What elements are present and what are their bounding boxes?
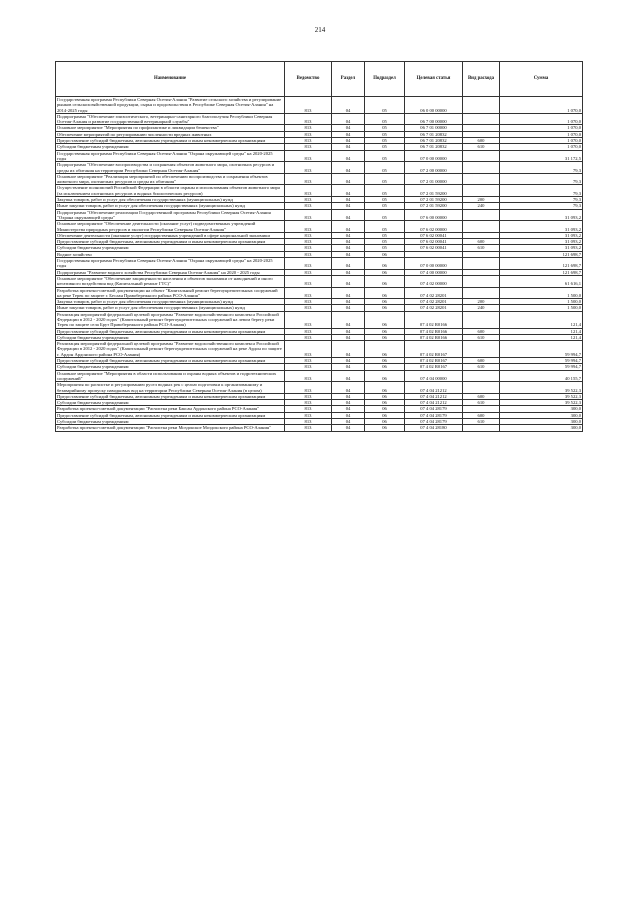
row-name-cell: Подпрограмма "Обеспечение эпизоотического, ветеринарно-санитарного благополучия Республики Северная Осетия-Алания и развитие государственной ветеринарной службы" xyxy=(56,113,285,125)
expense-type-cell xyxy=(463,113,500,125)
column-header: Подраздел xyxy=(365,62,405,97)
department-cell: 813 xyxy=(285,412,332,418)
row-name-cell: Закупка товаров, работ и услуг для обеспечения государственных (муниципальных) нужд xyxy=(56,299,285,305)
subsection-cell: 06 xyxy=(365,334,405,340)
row-name-cell: Предоставление субсидий бюджетным, автономным учреждениям и иным некоммерческим организациям xyxy=(56,412,285,418)
department-cell: 813 xyxy=(285,209,332,221)
column-header: Раздел xyxy=(332,62,365,97)
subsection-cell: 06 xyxy=(365,393,405,399)
department-cell: 813 xyxy=(285,113,332,125)
subsection-cell: 05 xyxy=(365,203,405,209)
department-cell: 813 xyxy=(285,425,332,431)
section-cell: 04 xyxy=(332,232,365,238)
amount-cell: 79,3 xyxy=(500,173,583,185)
section-cell: 04 xyxy=(332,334,365,340)
target-article-cell: 07 6 02 00041 xyxy=(405,239,463,245)
expense-type-cell: 600 xyxy=(463,138,500,144)
amount-cell: 31 093,2 xyxy=(500,239,583,245)
department-cell: 813 xyxy=(285,334,332,340)
amount-cell: 121 698,7 xyxy=(500,269,583,275)
section-cell: 04 xyxy=(332,150,365,162)
table-row xyxy=(56,221,583,233)
subsection-cell: 06 xyxy=(365,364,405,370)
subsection-cell: 05 xyxy=(365,221,405,233)
department-cell: 813 xyxy=(285,138,332,144)
column-header: Целевая статья xyxy=(405,62,463,97)
amount-cell: 121,4 xyxy=(500,334,583,340)
section-cell: 04 xyxy=(332,221,365,233)
target-article-cell: 07 4 02 R0166 xyxy=(405,328,463,334)
target-article-cell: 06 7 01 20832 xyxy=(405,138,463,144)
target-article-cell: 07 4 02 28201 xyxy=(405,287,463,299)
row-name-cell: Обеспечение мероприятий по регулированию численности вредных животных xyxy=(56,131,285,137)
row-name-cell: Подпрограмма "Обеспечение воспроизводства и сохранения объектов животного мира, охотничьих ресурсов и среды их обитания на территории Республики Северная Осетия-Алания" xyxy=(56,162,285,174)
amount-cell: 39 522,3 xyxy=(500,393,583,399)
subsection-cell: 05 xyxy=(365,150,405,162)
subsection-cell: 05 xyxy=(365,173,405,185)
target-article-cell: 07 4 04 00000 xyxy=(405,370,463,382)
amount-cell: 79,3 xyxy=(500,162,583,174)
row-name-cell: Предоставление субсидий бюджетным, автономным учреждениям и иным некоммерческим организациям xyxy=(56,328,285,334)
row-name-cell: Субсидии бюджетным учреждениям xyxy=(56,400,285,406)
department-cell: 813 xyxy=(285,328,332,334)
expense-type-cell: 240 xyxy=(463,203,500,209)
table-row xyxy=(56,311,583,328)
target-article-cell: 07 4 04 28179 xyxy=(405,419,463,425)
section-cell: 04 xyxy=(332,305,365,311)
subsection-cell: 06 xyxy=(365,299,405,305)
expense-type-cell xyxy=(463,185,500,197)
department-cell: 813 xyxy=(285,364,332,370)
subsection-cell: 06 xyxy=(365,305,405,311)
subsection-cell: 05 xyxy=(365,162,405,174)
expense-type-cell: 610 xyxy=(463,400,500,406)
department-cell: 813 xyxy=(285,162,332,174)
amount-cell: 79,3 xyxy=(500,185,583,197)
amount-cell: 121 698,7 xyxy=(500,251,583,257)
amount-cell: 300,0 xyxy=(500,425,583,431)
section-cell: 04 xyxy=(332,258,365,270)
department-cell: 813 xyxy=(285,370,332,382)
target-article-cell: 07 2 01 59200 xyxy=(405,197,463,203)
section-cell: 04 xyxy=(332,239,365,245)
amount-cell: 1 070,0 xyxy=(500,131,583,137)
section-cell: 04 xyxy=(332,245,365,251)
target-article-cell: 07 4 04 21212 xyxy=(405,382,463,394)
subsection-cell: 06 xyxy=(365,269,405,275)
target-article-cell: 07 4 02 00000 xyxy=(405,275,463,287)
column-header: Вид расхода xyxy=(463,62,500,97)
target-article-cell: 06 7 01 20832 xyxy=(405,131,463,137)
section-cell: 04 xyxy=(332,203,365,209)
amount-cell: 59 994,7 xyxy=(500,341,583,358)
section-cell: 04 xyxy=(332,419,365,425)
target-article-cell: 07 2 01 59200 xyxy=(405,185,463,197)
subsection-cell: 06 xyxy=(365,400,405,406)
target-article-cell: 07 2 00 00000 xyxy=(405,162,463,174)
amount-cell: 79,3 xyxy=(500,203,583,209)
amount-cell: 1 500,0 xyxy=(500,305,583,311)
subsection-cell: 06 xyxy=(365,425,405,431)
row-name-cell: Субсидии бюджетным учреждениям xyxy=(56,334,285,340)
target-article-cell: 06 7 01 00000 xyxy=(405,125,463,131)
amount-cell: 31 172,5 xyxy=(500,150,583,162)
subsection-cell: 05 xyxy=(365,125,405,131)
section-cell: 04 xyxy=(332,197,365,203)
department-cell: 813 xyxy=(285,97,332,114)
subsection-cell: 05 xyxy=(365,245,405,251)
amount-cell: 300,0 xyxy=(500,419,583,425)
amount-cell: 40 155,7 xyxy=(500,370,583,382)
subsection-cell: 05 xyxy=(365,138,405,144)
department-cell: 813 xyxy=(285,239,332,245)
amount-cell: 1 500,0 xyxy=(500,299,583,305)
expense-type-cell: 600 xyxy=(463,393,500,399)
target-article-cell: 07 0 00 00000 xyxy=(405,258,463,270)
amount-cell: 31 093,2 xyxy=(500,209,583,221)
department-cell: 813 xyxy=(285,382,332,394)
section-cell: 04 xyxy=(332,185,365,197)
row-name-cell: Государственная программа Республики Северная Осетия-Алания "Охрана окружающей среды" на 2020-2025 годы xyxy=(56,150,285,162)
target-article-cell: 07 4 02 R0166 xyxy=(405,311,463,328)
amount-cell: 121,4 xyxy=(500,328,583,334)
subsection-cell: 05 xyxy=(365,197,405,203)
table-row xyxy=(56,258,583,270)
target-article-cell: 07 2 01 00000 xyxy=(405,173,463,185)
section-cell: 04 xyxy=(332,138,365,144)
table-row xyxy=(56,425,583,431)
expense-type-cell: 600 xyxy=(463,412,500,418)
row-name-cell: Мероприятия по расчистке и регулированию русел водных рек с целью подготовки к организованному и безаварийному пропуску паводковых вод на территории Республики Северная Осетия-Алания (в целом) xyxy=(56,382,285,394)
target-article-cell: 07 4 02 28201 xyxy=(405,299,463,305)
subsection-cell: 06 xyxy=(365,370,405,382)
amount-cell: 121,4 xyxy=(500,311,583,328)
department-cell: 813 xyxy=(285,144,332,150)
column-header: Наименование xyxy=(56,62,285,97)
column-header: Сумма xyxy=(500,62,583,97)
expense-type-cell xyxy=(463,382,500,394)
amount-cell: 1 070,0 xyxy=(500,125,583,131)
row-name-cell: Предоставление субсидий бюджетным, автономным учреждениям и иным некоммерческим организациям xyxy=(56,138,285,144)
table-row xyxy=(56,209,583,221)
row-name-cell: Реализация мероприятий федеральной целевой программы "Развитие водохозяйственного комплекса Российской Федерации в 2012 - 2020 годах" (Капитальный ремонт берегоукрепительных сооружений на реке Ардон по защите г. Ардон Ардонского района РСО-Алания) xyxy=(56,341,285,358)
subsection-cell: 06 xyxy=(365,358,405,364)
amount-cell: 300,0 xyxy=(500,406,583,412)
section-cell: 04 xyxy=(332,209,365,221)
section-cell: 04 xyxy=(332,113,365,125)
row-name-cell: Основное мероприятие "Мероприятия в области использования и охраны водных объектов и гидротехнических сооружений" xyxy=(56,370,285,382)
section-cell: 04 xyxy=(332,162,365,174)
department-cell: 813 xyxy=(285,258,332,270)
section-cell: 04 xyxy=(332,382,365,394)
amount-cell: 300,0 xyxy=(500,412,583,418)
amount-cell: 31 093,2 xyxy=(500,232,583,238)
section-cell: 04 xyxy=(332,125,365,131)
section-cell: 04 xyxy=(332,341,365,358)
target-article-cell: 07 6 00 00000 xyxy=(405,209,463,221)
department-cell: 813 xyxy=(285,125,332,131)
table-row xyxy=(56,370,583,382)
row-name-cell: Подпрограмма "Обеспечение реализации Государственной программы Республики Северная Осетия-Алания "Охрана окружающей среды" xyxy=(56,209,285,221)
section-cell: 04 xyxy=(332,400,365,406)
expense-type-cell xyxy=(463,173,500,185)
department-cell: 813 xyxy=(285,400,332,406)
expense-type-cell: 610 xyxy=(463,419,500,425)
target-article-cell: 07 4 04 28179 xyxy=(405,412,463,418)
page-number: 214 xyxy=(314,26,326,34)
department-cell: 813 xyxy=(285,299,332,305)
department-cell: 813 xyxy=(285,173,332,185)
subsection-cell: 05 xyxy=(365,113,405,125)
row-name-cell: Субсидии бюджетным учреждениям xyxy=(56,245,285,251)
section-cell: 04 xyxy=(332,131,365,137)
section-cell: 04 xyxy=(332,97,365,114)
table-row xyxy=(56,185,583,197)
row-name-cell: Основное мероприятие "Мероприятия по профилактике и ликвидации бешенства" xyxy=(56,125,285,131)
expense-type-cell xyxy=(463,275,500,287)
department-cell: 813 xyxy=(285,251,332,257)
expense-type-cell xyxy=(463,341,500,358)
department-cell: 813 xyxy=(285,305,332,311)
table-row xyxy=(56,113,583,125)
subsection-cell: 06 xyxy=(365,382,405,394)
table-header-row xyxy=(56,62,583,97)
target-article-cell: 07 6 02 00000 xyxy=(405,221,463,233)
expense-type-cell xyxy=(463,311,500,328)
subsection-cell: 06 xyxy=(365,406,405,412)
expense-type-cell xyxy=(463,370,500,382)
amount-cell: 1 070,0 xyxy=(500,144,583,150)
department-cell: 813 xyxy=(285,358,332,364)
department-cell: 813 xyxy=(285,393,332,399)
department-cell: 813 xyxy=(285,419,332,425)
target-article-cell: 07 4 04 28179 xyxy=(405,406,463,412)
department-cell: 813 xyxy=(285,197,332,203)
row-name-cell: Разработка проектно-сметной документации "Расчистка реки Баксан Ардонского района РСО-Алания" xyxy=(56,406,285,412)
expense-type-cell xyxy=(463,425,500,431)
department-cell: 813 xyxy=(285,406,332,412)
expense-type-cell xyxy=(463,287,500,299)
department-cell: 813 xyxy=(285,131,332,137)
section-cell: 04 xyxy=(332,173,365,185)
row-name-cell: Субсидии бюджетным учреждениям xyxy=(56,419,285,425)
expense-type-cell: 610 xyxy=(463,245,500,251)
subsection-cell: 06 xyxy=(365,287,405,299)
row-name-cell: Иные закупки товаров, работ и услуг для обеспечения государственных (муниципальных) нужд xyxy=(56,305,285,311)
row-name-cell: Субсидии бюджетным учреждениям xyxy=(56,364,285,370)
department-cell: 813 xyxy=(285,341,332,358)
expense-type-cell: 200 xyxy=(463,299,500,305)
table-row xyxy=(56,341,583,358)
target-article-cell: 07 4 02 R0166 xyxy=(405,334,463,340)
subsection-cell: 06 xyxy=(365,341,405,358)
department-cell: 813 xyxy=(285,221,332,233)
department-cell: 813 xyxy=(285,185,332,197)
expense-type-cell xyxy=(463,97,500,114)
budget-table xyxy=(55,61,583,432)
target-article-cell: 07 6 02 00041 xyxy=(405,232,463,238)
column-header: Ведомство xyxy=(285,62,332,97)
subsection-cell: 05 xyxy=(365,232,405,238)
subsection-cell: 05 xyxy=(365,209,405,221)
section-cell: 04 xyxy=(332,370,365,382)
target-article-cell: 07 4 04 21212 xyxy=(405,393,463,399)
table-row xyxy=(56,150,583,162)
department-cell: 813 xyxy=(285,150,332,162)
section-cell: 04 xyxy=(332,287,365,299)
table-row xyxy=(56,287,583,299)
department-cell: 813 xyxy=(285,203,332,209)
subsection-cell: 05 xyxy=(365,97,405,114)
amount-cell: 59 994,7 xyxy=(500,364,583,370)
amount-cell: 39 522,3 xyxy=(500,382,583,394)
subsection-cell: 05 xyxy=(365,144,405,150)
expense-type-cell: 610 xyxy=(463,334,500,340)
target-article-cell: 07 4 00 00000 xyxy=(405,269,463,275)
section-cell: 04 xyxy=(332,269,365,275)
target-article-cell: 07 4 02 R0167 xyxy=(405,341,463,358)
expense-type-cell: 240 xyxy=(463,305,500,311)
row-name-cell: Осуществление полномочий Российской Федерации в области охраны и использования объектов животного мира (за исключением охотничьих ресурсов и водных биологических ресурсов) xyxy=(56,185,285,197)
row-name-cell: Иные закупки товаров, работ и услуг для обеспечения государственных (муниципальных) нужд xyxy=(56,203,285,209)
expense-type-cell xyxy=(463,209,500,221)
table-row xyxy=(56,275,583,287)
subsection-cell: 06 xyxy=(365,311,405,328)
subsection-cell: 06 xyxy=(365,412,405,418)
target-article-cell: 07 4 02 28201 xyxy=(405,305,463,311)
department-cell: 813 xyxy=(285,287,332,299)
subsection-cell: 06 xyxy=(365,419,405,425)
row-name-cell: Водное хозяйство xyxy=(56,251,285,257)
section-cell: 04 xyxy=(332,393,365,399)
amount-cell: 1 070,0 xyxy=(500,113,583,125)
row-name-cell: Обеспечение деятельности (оказание услуг) государственных учреждений в сфере национальной экономики xyxy=(56,232,285,238)
row-name-cell: Основное мероприятие "Обеспечение деятельности (оказание услуг) подведомственных учреждений Министерства природных ресурсов и экологии Республики Северная Осетия-Алания" xyxy=(56,221,285,233)
expense-type-cell xyxy=(463,258,500,270)
section-cell: 04 xyxy=(332,328,365,334)
department-cell: 813 xyxy=(285,311,332,328)
row-name-cell: Подпрограмма "Развитие водного хозяйства Республики Северная Осетия-Алания" на 2020 - 2025 годы xyxy=(56,269,285,275)
section-cell: 04 xyxy=(332,364,365,370)
expense-type-cell xyxy=(463,150,500,162)
amount-cell: 1 500,0 xyxy=(500,287,583,299)
target-article-cell: 06 7 00 00000 xyxy=(405,113,463,125)
department-cell: 813 xyxy=(285,245,332,251)
subsection-cell: 06 xyxy=(365,258,405,270)
section-cell: 04 xyxy=(332,144,365,150)
target-article-cell: 07 4 04 28180 xyxy=(405,425,463,431)
row-name-cell: Государственная программа Республики Северная Осетия-Алания "Развитие сельского хозяйства и регулирование рынков сельскохозяйственной продукции, сырья и продовольствия в Республике Северная Осетия-Алания" на 2014-2025 годы xyxy=(56,97,285,114)
department-cell: 813 xyxy=(285,275,332,287)
section-cell: 04 xyxy=(332,358,365,364)
department-cell: 813 xyxy=(285,232,332,238)
target-article-cell: 07 4 04 21212 xyxy=(405,400,463,406)
subsection-cell: 05 xyxy=(365,185,405,197)
row-name-cell: Предоставление субсидий бюджетным, автономным учреждениям и иным некоммерческим организациям xyxy=(56,393,285,399)
department-cell: 813 xyxy=(285,269,332,275)
amount-cell: 61 616,1 xyxy=(500,275,583,287)
target-article-cell: 07 6 02 00041 xyxy=(405,245,463,251)
subsection-cell: 05 xyxy=(365,131,405,137)
target-article-cell: 07 4 02 R0167 xyxy=(405,364,463,370)
table-row xyxy=(56,97,583,114)
expense-type-cell: 200 xyxy=(463,197,500,203)
section-cell: 04 xyxy=(332,425,365,431)
section-cell: 04 xyxy=(332,406,365,412)
row-name-cell: Основное мероприятие "Обеспечение защищенности населения и объектов экономики от наводнений и иного негативного воздействия вод (Капитальный ремонт ГТС)" xyxy=(56,275,285,287)
table-row xyxy=(56,173,583,185)
expense-type-cell xyxy=(463,221,500,233)
expense-type-cell: 600 xyxy=(463,358,500,364)
row-name-cell: Основное мероприятие "Реализация мероприятий по обеспечению воспроизводства и сохранения объектов животного мира, охотничьих ресурсов и среды их обитания" xyxy=(56,173,285,185)
row-name-cell: Предоставление субсидий бюджетным, автономным учреждениям и иным некоммерческим организациям xyxy=(56,239,285,245)
subsection-cell: 06 xyxy=(365,275,405,287)
expense-type-cell: 600 xyxy=(463,239,500,245)
section-cell: 04 xyxy=(332,275,365,287)
table-row xyxy=(56,162,583,174)
amount-cell: 31 093,2 xyxy=(500,245,583,251)
expense-type-cell xyxy=(463,162,500,174)
target-article-cell: 07 4 02 R0167 xyxy=(405,358,463,364)
target-article-cell: 06 7 01 20832 xyxy=(405,144,463,150)
amount-cell: 1 070,0 xyxy=(500,97,583,114)
row-name-cell: Разработка проектно-сметной документации "Расчистка реки Моздокское Моздокского района РСО-Алания" xyxy=(56,425,285,431)
amount-cell: 1 070,0 xyxy=(500,138,583,144)
amount-cell: 79,3 xyxy=(500,197,583,203)
row-name-cell: Субсидии бюджетным учреждениям xyxy=(56,144,285,150)
row-name-cell: Предоставление субсидий бюджетным, автономным учреждениям и иным некоммерческим организациям xyxy=(56,358,285,364)
section-cell: 04 xyxy=(332,311,365,328)
table-row xyxy=(56,382,583,394)
row-name-cell: Закупка товаров, работ и услуг для обеспечения государственных (муниципальных) нужд xyxy=(56,197,285,203)
row-name-cell: Разработка проектно-сметной документации на объект "Капитальный ремонт берегоукрепительных сооружений на реке Терек по защите г. Беслан Правобережного района РСО-Алания" xyxy=(56,287,285,299)
target-article-cell: 07 0 00 00000 xyxy=(405,150,463,162)
row-name-cell: Реализация мероприятий федеральной целевой программы "Развитие водохозяйственного комплекса Российской Федерации в 2012 - 2020 годах" (Капитальный ремонт берегоукрепительных сооружений на левом берегу реки Терек по защите села Брут Правобережного района РСО-Алания) xyxy=(56,311,285,328)
subsection-cell: 06 xyxy=(365,251,405,257)
target-article-cell: 07 2 01 59200 xyxy=(405,203,463,209)
section-cell: 04 xyxy=(332,412,365,418)
expense-type-cell: 610 xyxy=(463,144,500,150)
expense-type-cell: 600 xyxy=(463,328,500,334)
amount-cell: 31 093,2 xyxy=(500,221,583,233)
target-article-cell: 06 0 00 00000 xyxy=(405,97,463,114)
section-cell: 04 xyxy=(332,299,365,305)
expense-type-cell: 610 xyxy=(463,364,500,370)
subsection-cell: 05 xyxy=(365,239,405,245)
amount-cell: 121 698,7 xyxy=(500,258,583,270)
subsection-cell: 06 xyxy=(365,328,405,334)
section-cell: 04 xyxy=(332,251,365,257)
amount-cell: 59 994,7 xyxy=(500,358,583,364)
row-name-cell: Государственная программа Республики Северная Осетия-Алания "Охрана окружающей среды" на 2020-2025 годы xyxy=(56,258,285,270)
amount-cell: 39 522,3 xyxy=(500,400,583,406)
